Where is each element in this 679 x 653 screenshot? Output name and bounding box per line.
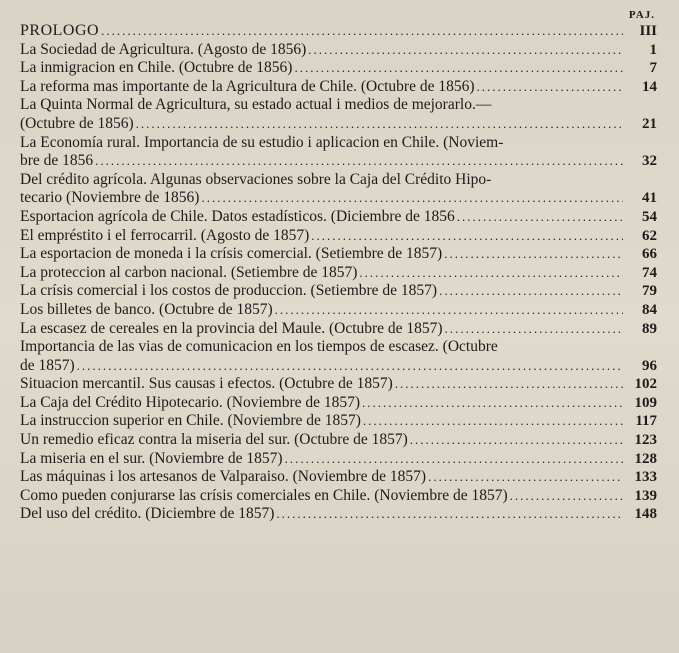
- toc-entry: [20, 487, 657, 506]
- toc-entry-row: [20, 41, 657, 60]
- page-number: 14: [642, 78, 657, 95]
- toc-entry: [20, 96, 657, 133]
- toc-entry: [20, 171, 657, 208]
- page-number: 133: [634, 469, 657, 486]
- page-number: 109: [634, 394, 657, 411]
- dot-leader: [475, 78, 623, 97]
- dot-leader: [274, 505, 623, 524]
- toc-entry-title-line: Un remedio eficaz contra la miseria del sur. (Octubre de 1857): [20, 431, 408, 449]
- toc-entry-title-line: La crísis comercial i los costos de produccion. (Setiembre de 1857): [20, 282, 438, 300]
- toc-entry-title-line: Esportacion agrícola de Chile. Datos estadísticos. (Diciembre de 1856: [20, 207, 455, 225]
- dot-leader: [426, 468, 623, 487]
- toc-entry-title-line: La inmigracion en Chile. (Octubre de 1856): [20, 59, 293, 77]
- toc-entry-row: [20, 431, 657, 450]
- page-number: 139: [634, 487, 657, 504]
- toc-entry: [20, 227, 657, 246]
- page-number: 89: [642, 320, 657, 337]
- page-number: 1: [649, 41, 657, 58]
- toc-entry: [20, 245, 657, 264]
- toc-entry-row: [20, 412, 657, 431]
- toc-entry-title-line: La proteccion al carbon nacional. (Setiembre de 1857): [20, 263, 358, 281]
- toc-entry: [20, 394, 657, 413]
- toc-entry-title-line: Del crédito agrícola. Algunas observaciones sobre la Caja del Crédito Hipo-: [20, 170, 492, 188]
- dot-leader: [393, 375, 623, 394]
- toc-entry-row: [20, 152, 657, 171]
- toc-entry-title-line: La Quinta Normal de Agricultura, su estado actual i medios de mejorarlo.—: [20, 96, 492, 114]
- toc-entry-row: [20, 264, 657, 283]
- toc-entry-title-line: La Economía rural. Importancia de su estudio i aplicacion en Chile. (Noviem-: [20, 133, 504, 151]
- toc-entry-row: [20, 189, 657, 208]
- toc-entry-row: [20, 320, 657, 339]
- toc-entry: [20, 78, 657, 97]
- dot-leader: [99, 22, 623, 41]
- toc-entry-title-line: bre de 1856: [20, 152, 94, 170]
- toc-entry-row: [20, 78, 657, 97]
- toc-entry-row: [20, 245, 657, 264]
- toc-entry-row: [20, 357, 657, 376]
- toc-entry: [20, 282, 657, 301]
- dot-leader: [361, 412, 623, 431]
- dot-leader: [455, 208, 623, 227]
- toc-entry-title-line: La esportacion de moneda i la crísis comercial. (Setiembre de 1857): [20, 245, 443, 263]
- toc-entry-title-line: La escasez de cereales en la provincia del Maule. (Octubre de 1857): [20, 319, 443, 337]
- toc-entry-row: [20, 22, 657, 41]
- dot-leader: [273, 301, 623, 320]
- page-number: 123: [634, 432, 657, 449]
- toc-entry-row: [20, 505, 657, 524]
- page-number: 21: [642, 115, 657, 132]
- dot-leader: [443, 320, 623, 339]
- dot-leader: [306, 41, 623, 60]
- toc-entry-title-line: Como pueden conjurarse las crísis comerciales en Chile. (Noviembre de 1857): [20, 486, 508, 504]
- page-number: 54: [642, 208, 657, 225]
- dot-leader: [292, 59, 623, 78]
- page-number: 96: [642, 357, 657, 374]
- toc-entry: [20, 450, 657, 469]
- dot-leader: [283, 450, 623, 469]
- page-number: 102: [634, 376, 657, 393]
- page-number: 117: [635, 413, 657, 430]
- toc-entry-title-line: Los billetes de banco. (Octubre de 1857): [20, 300, 273, 318]
- toc-entry: [20, 208, 657, 227]
- toc-entry: [20, 264, 657, 283]
- page-number: 128: [634, 450, 657, 467]
- dot-leader: [360, 394, 623, 413]
- toc-entry: [20, 59, 657, 78]
- toc-entry-title-line: Del uso del crédito. (Diciembre de 1857): [20, 505, 275, 523]
- toc-entry: [20, 338, 657, 375]
- page-number: 32: [642, 153, 657, 170]
- toc-entry: [20, 320, 657, 339]
- toc-entry-title-line: El empréstito i el ferrocarril. (Agosto de 1857): [20, 226, 310, 244]
- toc-entry-row: [20, 450, 657, 469]
- toc-entry: [20, 431, 657, 450]
- toc-entry: [20, 41, 657, 60]
- dot-leader: [357, 264, 623, 283]
- toc-entry-row: [20, 208, 657, 227]
- dot-leader: [199, 189, 623, 208]
- toc-entry-title-line: Las máquinas i los artesanos de Valparaiso. (Noviembre de 1857): [20, 468, 427, 486]
- page-number: 79: [642, 283, 657, 300]
- toc-entry: [20, 375, 657, 394]
- dot-leader: [134, 115, 623, 134]
- toc-entry-title-line: La instruccion superior en Chile. (Noviembre de 1857): [20, 412, 361, 430]
- dot-leader: [508, 487, 623, 506]
- dot-leader: [93, 152, 623, 171]
- toc-entry-row: [20, 115, 657, 134]
- toc-entry-title-line: La miseria en el sur. (Noviembre de 1857): [20, 449, 283, 467]
- toc-entry-title-line: La Caja del Crédito Hipotecario. (Noviembre de 1857): [20, 393, 361, 411]
- dot-leader: [437, 282, 623, 301]
- page-number: 66: [642, 246, 657, 263]
- toc-entry-title-line: de 1857): [20, 356, 75, 374]
- toc-entry-title-line: tecario (Noviembre de 1856): [20, 189, 200, 207]
- toc-entry-title-line: La reforma mas importante de la Agricultura de Chile. (Octubre de 1856): [20, 77, 475, 95]
- page-number: 62: [642, 227, 657, 244]
- toc-entry-title-line: La Sociedad de Agricultura. (Agosto de 1856): [20, 40, 307, 58]
- page-number: III: [639, 23, 657, 39]
- toc-entry: [20, 505, 657, 524]
- toc-entry-row: [20, 282, 657, 301]
- toc-entry-row: [20, 375, 657, 394]
- page-number: 41: [642, 190, 657, 207]
- toc-entry-row: [20, 227, 657, 246]
- page-number: 7: [649, 60, 657, 77]
- page-number: 74: [642, 264, 657, 281]
- toc-entry-title-line: Importancia de las vias de comunicacion en los tiempos de escasez. (Octubre: [20, 338, 498, 356]
- toc-entry: [20, 301, 657, 320]
- toc-entry-row: [20, 301, 657, 320]
- toc-entry-title-line: PROLOGO: [20, 22, 100, 39]
- dot-leader: [408, 431, 623, 450]
- toc-entry-row: [20, 468, 657, 487]
- toc-entry: [20, 412, 657, 431]
- table-of-contents: [20, 22, 657, 524]
- toc-entry-title-line: Situacion mercantil. Sus causas i efectos. (Octubre de 1857): [20, 375, 393, 393]
- toc-entry: [20, 22, 657, 41]
- dot-leader: [442, 245, 623, 264]
- toc-entry: [20, 134, 657, 171]
- toc-entry-row: [20, 394, 657, 413]
- page-number: 148: [634, 506, 657, 523]
- toc-entry-title-line: (Octubre de 1856): [20, 114, 134, 132]
- toc-entry-row: [20, 59, 657, 78]
- page-number: 84: [642, 301, 657, 318]
- toc-entry: [20, 468, 657, 487]
- toc-entry-row: [20, 487, 657, 506]
- dot-leader: [309, 227, 623, 246]
- page-column-header: PAJ.: [628, 9, 655, 21]
- dot-leader: [75, 357, 623, 376]
